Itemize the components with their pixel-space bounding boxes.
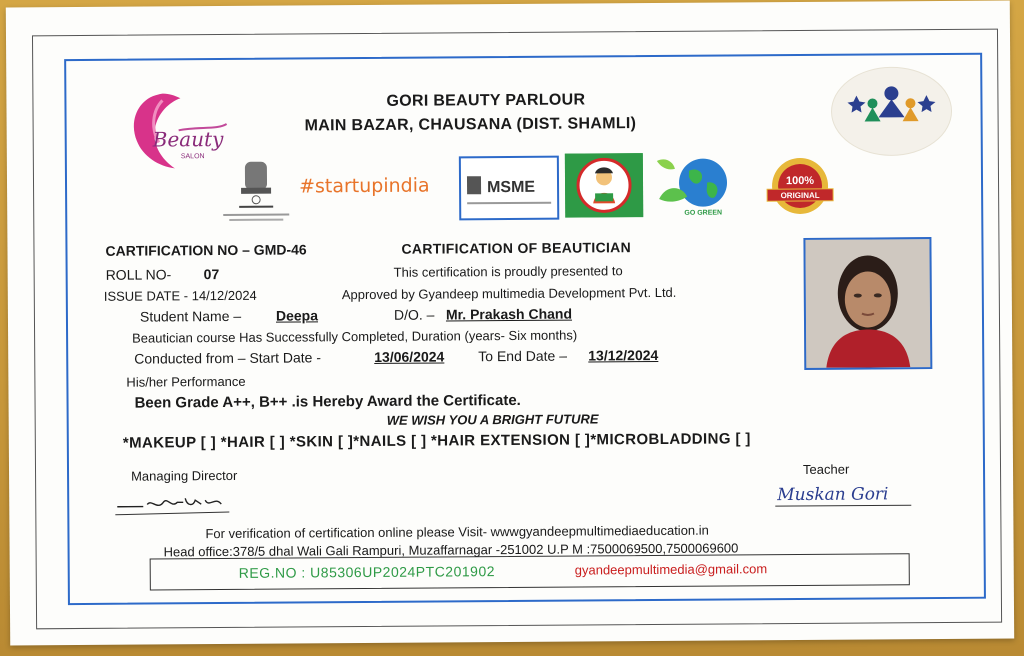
msme-text: MSME	[486, 178, 536, 197]
email-address: gyandeepmultimedia@gmail.com	[574, 561, 768, 578]
conducted-label: Conducted from – Start Date -	[134, 349, 322, 367]
people-star-logo	[828, 65, 955, 158]
performance-label: His/her Performance	[126, 373, 246, 390]
md-signature	[113, 484, 233, 521]
original-text: ORIGINAL	[780, 190, 820, 201]
roll-label: ROLL NO-	[105, 266, 172, 283]
registration-box	[150, 553, 910, 590]
beauty-logo-text: Beauty	[152, 126, 224, 152]
certificate-heading: CARTIFICATION OF BEAUTICIAN	[401, 239, 632, 257]
beauty-logo-sub: SALON	[180, 153, 205, 161]
head-office-line: Head office:378/5 dhal Wali Gali Rampuri, Muzaffarnagar -251002 U.P M :7500069500,7500069600	[163, 540, 739, 560]
certificate-card	[6, 1, 1014, 646]
gogreen-text: GO GREEN	[684, 209, 723, 217]
msme-emblem-icon	[461, 158, 557, 219]
beti-bachao-logo	[565, 153, 643, 218]
globe-leaf-icon	[653, 152, 745, 219]
student-name: Deepa	[275, 307, 319, 324]
certification-number: CARTIFICATION NO – GMD-46	[105, 241, 307, 259]
father-name: Mr. Prakash Chand	[445, 305, 573, 323]
verification-line: For verification of certification online please Visit- wwwgyandeepmultimediaeducation.in	[205, 522, 709, 542]
approved-line: Approved by Gyandeep multimedia Development Pvt. Ltd.	[341, 284, 677, 303]
parlour-title: GORI BEAUTY PARLOUR	[386, 91, 586, 110]
original-percent: 100%	[785, 174, 815, 188]
end-date: 13/12/2024	[588, 346, 659, 364]
roll-value: 07	[203, 266, 220, 283]
managing-director-label: Managing Director	[131, 467, 238, 484]
registration-number: REG.NO : U85306UP2024PTC201902	[238, 563, 496, 581]
teacher-label: Teacher	[802, 461, 850, 477]
wish-line: WE WISH YOU A BRIGHT FUTURE	[386, 411, 599, 428]
issue-date: ISSUE DATE - 14/12/2024	[103, 287, 257, 304]
course-line: Beautician course Has Successfully Completed, Duration (years- Six months)	[132, 327, 578, 346]
start-date: 13/06/2024	[374, 348, 445, 365]
ashoka-emblem-icon	[215, 155, 297, 226]
skills-checklist: *MAKEUP [ ] *HAIR [ ] *SKIN [ ]*NAILS [ ] *HAIR EXTENSION [ ]*MICROBLADDING [ ]	[122, 430, 751, 452]
student-photo	[803, 237, 932, 370]
msme-logo	[459, 156, 559, 221]
original-badge-icon	[759, 156, 841, 219]
teacher-signature-text: Muskan Gori	[777, 484, 889, 506]
grade-line: Been Grade A++, B++ .is Hereby Award the Certificate.	[134, 391, 521, 412]
do-label: D/O. –	[393, 306, 435, 323]
student-name-label: Student Name –	[139, 307, 242, 325]
presented-line: This certification is proudly presented to	[393, 263, 623, 280]
teacher-signature	[773, 477, 913, 512]
to-label: To End Date –	[478, 347, 568, 365]
startupindia-logo: #startupindia	[298, 174, 430, 198]
parlour-address: MAIN BAZAR, CHAUSANA (DIST. SHAMLI)	[304, 115, 637, 135]
